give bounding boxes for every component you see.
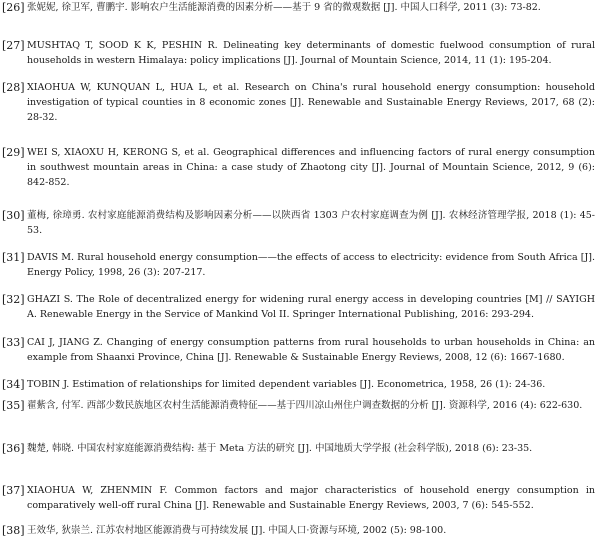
reference-number: [27] bbox=[2, 39, 25, 52]
reference-number: [35] bbox=[2, 399, 25, 412]
reference-text: 张妮妮, 徐卫军, 曹鹏宇. 影响农户生活能源消费的因素分析——基于 9 省的微观数据 [J]. 中国人口科学, 2011 (3): 73-82. bbox=[27, 2, 541, 13]
reference-text: 王效华, 狄崇兰. 江苏农村地区能源消费与可持续发展 [J]. 中国人口·资源与环境, 2002 (5): 98-100. bbox=[27, 525, 447, 536]
reference-text: 董梅, 徐璋勇. 农村家庭能源消费结构及影响因素分析——以陕西省 1303 户农村家庭调查为例 [J]. 农林经济管理学报, 2018 (1): 45-53. bbox=[27, 210, 595, 236]
reference-number: [34] bbox=[2, 378, 25, 391]
reference-number: [29] bbox=[2, 146, 25, 159]
reference-text: TOBIN J. Estimation of relationships for limited dependent variables [J]. Econometrica, 1958, 26 (1): 24-36. bbox=[27, 379, 546, 390]
reference-number: [36] bbox=[2, 442, 25, 455]
reference-text: XIAOHUA W, ZHENMIN F. Common factors and major characteristics of household energy consumption in comparatively well-off rural China [J]. Renewable and Sustainable Energy Reviews, 2003, 7 (6): 545-552. bbox=[27, 485, 595, 511]
reference-item bbox=[0, 0, 600, 15]
reference-item bbox=[0, 208, 600, 238]
reference-number: [26] bbox=[2, 1, 25, 14]
reference-number: [31] bbox=[2, 251, 25, 264]
reference-text: MUSHTAQ T, SOOD K K, PESHIN R. Delineating key determinants of domestic fuelwood consumption of rural households in western Himalaya: policy implications [J]. Journal of Mountain Science, 2014, 11 (1): 195-204. bbox=[27, 40, 595, 66]
reference-number: [37] bbox=[2, 484, 25, 497]
reference-text: 魏楚, 韩晓. 中国农村家庭能源消费结构: 基于 Meta 方法的研究 [J]. 中国地质大学学报 (社会科学版), 2018 (6): 23-35. bbox=[27, 443, 533, 454]
reference-number: [38] bbox=[2, 524, 25, 537]
reference-item bbox=[0, 523, 600, 538]
reference-text: CAI J, JIANG Z. Changing of energy consumption patterns from rural households to urban households in China: an example from Shaanxi Province, China [J]. Renewable & Sustainable Energy Reviews, 2008, 12 (6): 1667-1680. bbox=[27, 337, 595, 363]
reference-item bbox=[0, 377, 600, 392]
reference-item bbox=[0, 398, 600, 413]
reference-item bbox=[0, 250, 600, 280]
reference-item bbox=[0, 145, 600, 190]
reference-text: DAVIS M. Rural household energy consumption——the effects of access to electricity: evidence from South Africa [J]. Energy Policy, 1998, 26 (3): 207-217. bbox=[27, 252, 595, 278]
reference-text: XIAOHUA W, KUNQUAN L, HUA L, et al. Research on China's rural household energy consumption: household investigation of typical counties in 8 economic zones [J]. Renewable and Sustainable Energy Reviews, 2017, 68 (2): 28-32. bbox=[27, 82, 595, 123]
reference-item bbox=[0, 441, 600, 456]
reference-number: [28] bbox=[2, 81, 25, 94]
reference-number: [32] bbox=[2, 293, 25, 306]
reference-item bbox=[0, 483, 600, 513]
reference-item bbox=[0, 80, 600, 125]
reference-text: GHAZI S. The Role of decentralized energy for widening rural energy access in developing countries [M] // SAYIGH A. Renewable Energy in the Service of Mankind Vol II. Springer International Publishing, 2016: 293-294. bbox=[27, 294, 595, 320]
reference-text: 翟紫含, 付军. 西部少数民族地区农村生活能源消费特征——基于四川凉山州住户调查数据的分析 [J]. 资源科学, 2016 (4): 622-630. bbox=[27, 400, 583, 411]
reference-item bbox=[0, 292, 600, 322]
reference-number: [33] bbox=[2, 336, 25, 349]
reference-text: WEI S, XIAOXU H, KERONG S, et al. Geographical differences and influencing factors of rural energy consumption in southwest mountain areas in China: a case study of Zhaotong city [J]. Journal of Mountain Science, 2012, 9 (6): 842-852. bbox=[27, 147, 595, 188]
reference-item bbox=[0, 335, 600, 365]
reference-item bbox=[0, 38, 600, 68]
reference-number: [30] bbox=[2, 209, 25, 222]
